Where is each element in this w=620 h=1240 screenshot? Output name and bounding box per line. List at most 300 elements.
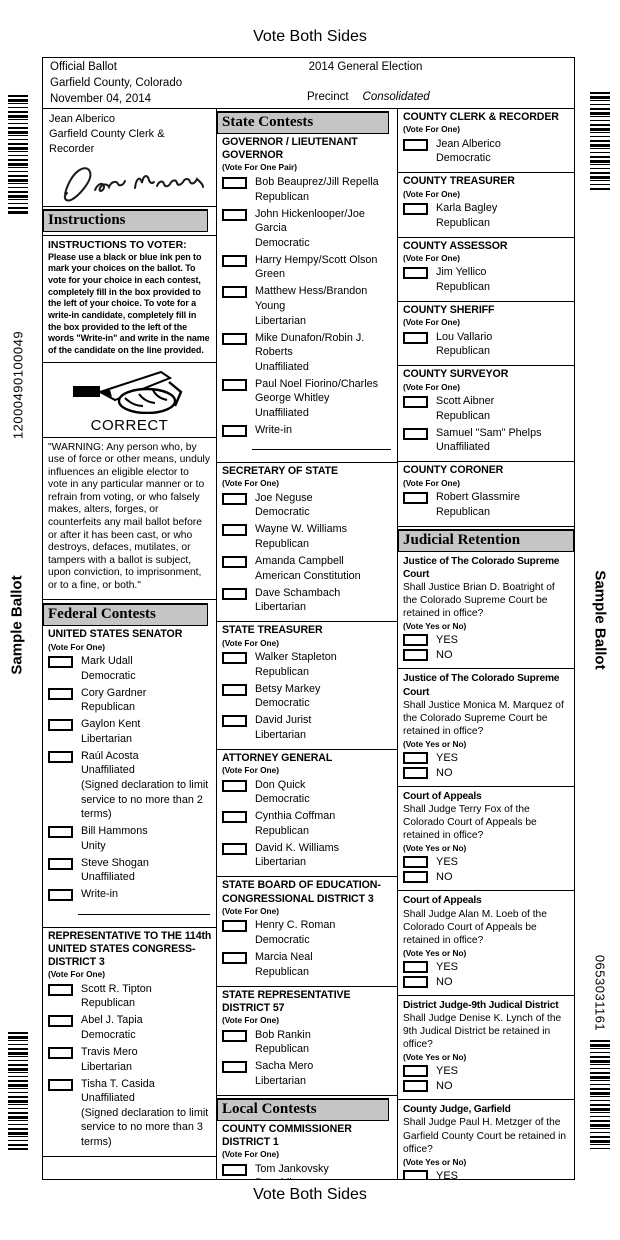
correct-label: CORRECT	[90, 416, 169, 434]
candidate-info	[81, 824, 148, 853]
ballot-checkbox[interactable]	[222, 1030, 247, 1042]
candidate-row	[222, 207, 393, 251]
contest-united-states-senator	[43, 626, 216, 927]
ballot-columns	[43, 109, 574, 1179]
precinct-value: Consolidated	[362, 91, 430, 103]
candidate-info	[255, 423, 292, 438]
candidate-info	[81, 654, 136, 683]
candidate-info	[81, 1077, 212, 1150]
candidate-info	[255, 522, 347, 551]
contest-county-sheriff	[398, 302, 574, 366]
option-label: YES	[436, 1065, 459, 1078]
vote-instruction: (Vote For One)	[222, 905, 280, 916]
candidate-party: Unaffiliated	[255, 360, 309, 373]
write-in-row	[48, 887, 212, 902]
ballot-checkbox[interactable]	[222, 811, 247, 823]
candidate-name: Travis Mero	[81, 1045, 138, 1058]
retention-judge-alan-m-loeb-of-the-colorado	[398, 891, 574, 995]
ballot-checkbox[interactable]	[403, 428, 428, 440]
candidate-row	[222, 841, 393, 870]
clerk-block	[43, 109, 216, 207]
candidate-name: Samuel "Sam" Phelps	[436, 426, 542, 439]
candidate-party: Unaffiliated	[81, 1092, 135, 1105]
candidate-party: Republican	[436, 216, 491, 229]
ballot-title-line3: November 04, 2014	[50, 92, 152, 105]
candidate-name: Tom Jankovsky	[255, 1162, 329, 1175]
candidate-party: Unity	[81, 839, 106, 852]
option-label: NO	[436, 871, 453, 884]
contest-county-coroner	[398, 462, 574, 526]
candidate-note: (Signed declaration to limit service to no more than 2 terms)	[81, 779, 209, 821]
ballot-checkbox[interactable]	[403, 1065, 428, 1077]
candidate-info	[255, 207, 393, 251]
clerk-signature	[51, 158, 206, 206]
ballot-checkbox[interactable]	[222, 333, 247, 345]
option-label: NO	[436, 975, 453, 988]
barcode-left-top	[8, 95, 28, 215]
retention-option-row	[403, 871, 569, 883]
ballot-checkbox[interactable]	[403, 139, 428, 151]
candidate-info	[81, 686, 146, 715]
ballot-checkbox[interactable]	[403, 267, 428, 279]
candidate-party: Libertarian	[255, 728, 307, 741]
retention-option-row	[403, 1080, 569, 1092]
candidate-row	[48, 1013, 212, 1042]
candidate-party: Democratic	[436, 152, 491, 165]
candidate-info	[81, 749, 212, 822]
ballot-checkbox[interactable]	[403, 976, 428, 988]
vote-instruction: (Vote Yes or No)	[403, 1156, 467, 1167]
ballot-checkbox[interactable]	[222, 952, 247, 964]
ballot-checkbox[interactable]	[222, 920, 247, 932]
candidate-party: Libertarian	[255, 601, 307, 614]
vote-instruction: (Vote For One)	[403, 317, 461, 328]
candidate-row	[403, 426, 570, 455]
judicial-retention-header: Judicial Retention	[398, 529, 574, 552]
instructions-title: INSTRUCTIONS TO VOTER:	[48, 238, 187, 251]
candidate-party: Democratic	[255, 934, 310, 947]
ballot-header	[43, 58, 574, 109]
candidate-name: Marcia Neal	[255, 951, 313, 964]
write-in-label: Write-in	[81, 888, 118, 901]
candidate-info	[81, 856, 149, 885]
ballot-checkbox[interactable]	[222, 177, 247, 189]
candidate-party: Republican	[436, 409, 491, 422]
candidate-party: Republican	[436, 281, 491, 294]
candidate-party: Unaffiliated	[255, 406, 309, 419]
candidate-name: Walker Stapleton	[255, 651, 337, 663]
barcode-left-bottom	[8, 1032, 28, 1150]
candidate-name: Tisha T. Casida	[81, 1077, 155, 1090]
candidate-row	[403, 330, 570, 359]
ballot-checkbox[interactable]	[403, 767, 428, 779]
ballot-checkbox[interactable]	[222, 524, 247, 536]
candidate-name: Amanda Campbell	[255, 555, 344, 568]
judicial-retention-list	[398, 552, 574, 1179]
contest-title: SECRETARY OF STATE	[222, 465, 338, 478]
candidate-name: Jim Yellico	[436, 266, 487, 279]
contest-title: STATE BOARD OF EDUCATION-CONGRESSIONAL DISTRICT 3	[222, 879, 381, 905]
ballot-checkbox[interactable]	[403, 856, 428, 868]
candidate-info	[255, 841, 339, 870]
write-in-label: Write-in	[255, 423, 292, 436]
candidate-row	[48, 1077, 212, 1150]
retention-question: Shall Judge Denise K. Lynch of the 9th Judical District be retained in office?	[403, 1013, 562, 1051]
ballot-checkbox[interactable]	[403, 1170, 428, 1179]
candidate-party: Republican	[255, 190, 310, 203]
contest-governor-lieutenant-governor	[217, 134, 397, 463]
ballot-checkbox[interactable]	[222, 556, 247, 568]
contest-secretary-of-state	[217, 463, 397, 622]
contest-state-board-of-education-congressional-d	[217, 877, 397, 986]
ballot-checkbox[interactable]	[48, 889, 73, 901]
candidate-party: Libertarian	[255, 1074, 307, 1087]
ballot-checkbox[interactable]	[222, 425, 247, 437]
ballot-checkbox[interactable]	[403, 203, 428, 215]
ballot-stub-number-right: 0653031161	[592, 954, 608, 1032]
candidate-name: Cory Gardner	[81, 686, 147, 699]
candidate-name: Raúl Acosta	[81, 749, 139, 762]
ballot-checkbox[interactable]	[403, 396, 428, 408]
ballot-checkbox[interactable]	[403, 1080, 428, 1092]
candidate-row	[222, 1059, 393, 1088]
candidate-info	[436, 330, 492, 359]
instructions-section-header: Instructions	[43, 209, 208, 232]
candidate-info	[255, 1059, 313, 1088]
candidate-party: Unaffiliated	[81, 764, 135, 777]
candidate-name: Scott Aibner	[436, 395, 495, 408]
option-label: NO	[436, 1080, 453, 1093]
ballot-checkbox[interactable]	[48, 826, 73, 838]
contest-county-treasurer	[398, 173, 574, 237]
ballot-checkbox[interactable]	[222, 286, 247, 298]
write-in-row	[222, 423, 393, 438]
ballot-checkbox[interactable]	[48, 656, 73, 668]
candidate-party: Libertarian	[81, 1060, 133, 1073]
court-name: County Judge, Garfield	[403, 1104, 511, 1116]
contest-title: COUNTY COMMISSIONER DISTRICT 1	[222, 1122, 352, 1149]
candidate-row	[222, 586, 393, 615]
candidate-name: Gaylon Kent	[81, 718, 141, 731]
candidate-name: Bill Hammons	[81, 825, 148, 838]
candidate-row	[48, 856, 212, 885]
candidate-name: Joe Neguse	[255, 491, 313, 504]
ballot-checkbox[interactable]	[222, 588, 247, 600]
candidate-row	[222, 253, 393, 282]
candidate-row	[403, 137, 570, 166]
contest-title: REPRESENTATIVE TO THE 114th UNITED STATES CONGRESS-DISTRICT 3	[48, 929, 212, 968]
retention-option-row	[403, 1065, 569, 1077]
ballot-checkbox[interactable]	[48, 1079, 73, 1091]
court-name: District Judge-9th Judical District	[403, 999, 559, 1011]
candidate-row	[48, 717, 212, 746]
candidate-row	[48, 1045, 212, 1074]
local-contests-list	[217, 1121, 397, 1179]
federal-contests-header: Federal Contests	[43, 603, 208, 626]
retention-judge-denise-k-lynch-of-the-9th-j	[398, 996, 574, 1100]
candidate-name: Abel J. Tapia	[81, 1014, 143, 1027]
candidate-row	[222, 1028, 393, 1057]
candidate-info	[255, 554, 361, 583]
candidate-party: Democratic	[255, 793, 310, 806]
ballot-checkbox[interactable]	[222, 379, 247, 391]
candidate-info	[436, 394, 494, 423]
option-label: YES	[436, 1169, 459, 1179]
candidate-info	[255, 682, 320, 711]
barcode-right-top	[590, 92, 610, 192]
ballot-checkbox[interactable]	[403, 332, 428, 344]
candidate-name: Robert Glassmire	[436, 491, 520, 504]
clerk-title: Garfield County Clerk & Recorder	[49, 127, 165, 155]
candidate-row	[222, 554, 393, 583]
candidate-row	[222, 713, 393, 742]
candidate-row	[222, 1162, 393, 1179]
candidate-row	[222, 175, 393, 204]
candidate-party: Democratic	[81, 669, 136, 682]
candidate-name: Steve Shogan	[81, 856, 149, 869]
candidate-row	[48, 824, 212, 853]
option-label: YES	[436, 960, 459, 973]
column-state	[216, 109, 397, 1179]
retention-option-row	[403, 1170, 569, 1179]
candidate-name: Betsy Markey	[255, 682, 321, 695]
ballot-checkbox[interactable]	[222, 493, 247, 505]
ballot-body	[42, 57, 575, 1180]
candidate-info	[255, 1028, 311, 1057]
candidate-row	[403, 201, 570, 230]
ballot-checkbox[interactable]	[48, 719, 73, 731]
contest-state-treasurer	[217, 622, 397, 750]
candidate-info	[255, 175, 379, 204]
court-name: Court of Appeals	[403, 791, 482, 803]
candidate-row	[222, 331, 393, 375]
candidate-name: Matthew Hess/Brandon Young	[255, 285, 368, 312]
retention-question: Shall Justice Monica M. Marquez of the Colorado Supreme Court be retained in office?	[403, 699, 564, 738]
candidate-row	[222, 650, 393, 679]
option-label: NO	[436, 767, 453, 780]
contest-state-representative-district-57	[217, 987, 397, 1096]
ballot-checkbox[interactable]	[403, 871, 428, 883]
ballot-title-line1: Official Ballot	[50, 61, 117, 73]
vote-instruction: (Vote Yes or No)	[403, 739, 467, 750]
retention-justice-brian-d-boatright-of-the	[398, 552, 574, 670]
county-contests-list	[398, 109, 574, 527]
retention-option-row	[403, 976, 569, 988]
option-label: YES	[436, 634, 459, 647]
write-in-line[interactable]	[78, 905, 210, 915]
vote-instruction: (Vote For One)	[403, 381, 461, 392]
candidate-info	[81, 717, 140, 746]
contest-representative-to-the-114th-united-state	[43, 928, 216, 1157]
ballot-checkbox[interactable]	[48, 1047, 73, 1059]
candidate-info	[255, 284, 393, 328]
warning-text: "WARNING: Any person who, by use of force or other means, unduly influences an eligible elector to vote in any particular manner or to refrain from voting, or who falsely makes, alters, forges, or counterfeits any mail ballot before or after it has been cast, or who destroys, defaces, mutilates, or tampers with a ballot is subject, upon conviction, to imprisonment, or to a fine, or both."	[43, 438, 216, 601]
contest-title: UNITED STATES SENATOR	[48, 628, 183, 641]
ballot-checkbox[interactable]	[222, 684, 247, 696]
vote-instruction: (Vote Yes or No)	[403, 1052, 467, 1063]
candidate-note: (Signed declaration to limit service to no more than 3 terms)	[81, 1106, 209, 1148]
candidate-row	[403, 265, 570, 294]
ballot-checkbox[interactable]	[403, 649, 428, 661]
candidate-party: Republican	[436, 505, 491, 518]
candidate-party	[255, 1176, 329, 1179]
contest-county-surveyor	[398, 366, 574, 462]
candidate-info	[255, 778, 310, 807]
candidate-name: Bob Beauprez/Jill Repella	[255, 175, 379, 188]
contest-title: COUNTY SURVEYOR	[403, 368, 509, 381]
ballot-checkbox[interactable]	[403, 634, 428, 646]
candidate-row	[222, 284, 393, 328]
state-contests-header: State Contests	[217, 111, 389, 134]
precinct-label: Precinct	[307, 91, 349, 103]
candidate-row	[48, 686, 212, 715]
contest-title: GOVERNOR / LIEUTENANT GOVERNOR	[222, 136, 358, 162]
ballot-checkbox[interactable]	[222, 843, 247, 855]
candidate-row	[403, 490, 570, 519]
ballot-checkbox[interactable]	[403, 492, 428, 504]
candidate-info	[255, 377, 393, 421]
candidate-name: Lou Vallario	[436, 330, 493, 343]
column-federal	[43, 109, 216, 1179]
candidate-info	[255, 253, 377, 282]
retention-option-row	[403, 767, 569, 779]
vote-instruction: (Vote For One)	[403, 124, 461, 135]
election-title: 2014 General Election	[308, 61, 423, 73]
candidate-info	[255, 950, 313, 979]
ballot-checkbox[interactable]	[222, 780, 247, 792]
ballot-checkbox[interactable]	[222, 1061, 247, 1073]
vote-instruction: (Vote For One)	[403, 252, 461, 263]
hand-with-pen-illustration	[69, 368, 191, 414]
candidate-row	[222, 682, 393, 711]
retention-question: Shall Justice Brian D. Boatright of the Colorado Supreme Court be retained in office?	[403, 582, 555, 620]
candidate-party: Democratic	[255, 697, 310, 710]
candidate-name: Wayne W. Williams	[255, 523, 347, 536]
retention-option-row	[403, 649, 569, 661]
candidate-info	[81, 1013, 143, 1042]
candidate-party: Libertarian	[81, 732, 133, 745]
candidate-party: Democratic	[255, 236, 310, 249]
candidate-info	[255, 809, 335, 838]
contest-county-commissioner-district-1	[217, 1121, 397, 1179]
candidate-info	[436, 426, 542, 455]
candidate-name: Sacha Mero	[255, 1060, 314, 1073]
contest-title: COUNTY SHERIFF	[403, 304, 495, 317]
sample-ballot-watermark-right: Sample Ballot	[591, 570, 609, 670]
ballot-checkbox[interactable]	[48, 858, 73, 870]
ballot-checkbox[interactable]	[222, 652, 247, 664]
option-label: YES	[436, 856, 459, 869]
vote-instruction: (Vote For One)	[48, 641, 106, 652]
ballot-checkbox[interactable]	[222, 255, 247, 267]
vote-instruction: (Vote For One)	[222, 1015, 280, 1026]
contest-attorney-general	[217, 750, 397, 878]
candidate-row	[222, 491, 393, 520]
retention-question: Shall Judge Alan M. Loeb of the Colorado Court of Appeals be retained in office?	[403, 908, 547, 946]
option-label: YES	[436, 752, 459, 765]
candidate-party: Republican	[81, 701, 136, 714]
vote-instruction: (Vote For One)	[222, 478, 280, 489]
court-name: Court of Appeals	[403, 895, 482, 907]
candidate-name: Paul Noel Fiorino/Charles George Whitley	[255, 377, 379, 405]
vote-instruction: (Vote For One Pair)	[222, 162, 297, 173]
candidate-name: Henry C. Roman	[255, 919, 336, 932]
write-in-line[interactable]	[252, 440, 391, 450]
vote-instruction: (Vote For One)	[222, 637, 280, 648]
candidate-party: Republican	[255, 824, 310, 837]
ballot-checkbox[interactable]	[403, 752, 428, 764]
candidate-info	[436, 265, 490, 294]
ballot-checkbox[interactable]	[48, 984, 73, 996]
candidate-name: Mike Dunafon/Robin J. Roberts	[255, 331, 365, 359]
candidate-info	[436, 490, 520, 519]
retention-option-row	[403, 752, 569, 764]
vote-instruction: (Vote For One)	[48, 969, 106, 980]
candidate-party: Green	[255, 268, 286, 281]
ballot-checkbox[interactable]	[222, 209, 247, 221]
retention-judge-terry-fox-of-the-colorado-co	[398, 787, 574, 891]
candidate-party: Libertarian	[255, 314, 307, 327]
ballot-checkbox[interactable]	[222, 715, 247, 727]
candidate-name: Cynthia Coffman	[255, 810, 336, 823]
candidate-info	[436, 137, 501, 166]
candidate-name: John Hickenlooper/Joe Garcia	[255, 207, 365, 235]
candidate-info	[81, 1045, 138, 1074]
candidate-info	[436, 201, 497, 230]
candidate-name: David Jurist	[255, 714, 312, 727]
candidate-row	[48, 749, 212, 822]
contest-title: COUNTY ASSESSOR	[403, 239, 508, 252]
state-contests-list	[217, 134, 397, 1096]
instructions-text	[43, 236, 216, 363]
instructions-box	[43, 235, 216, 438]
ballot-checkbox[interactable]	[222, 1164, 247, 1176]
contest-title: COUNTY CLERK & RECORDER	[403, 111, 559, 123]
contest-title: ATTORNEY GENERAL	[222, 751, 333, 764]
candidate-party: Republican	[255, 1043, 310, 1056]
instructions-body: Please use a black or blue ink pen to mark your choices on the ballot. To vote for your choice in each contest, completely fill in the box provided to the left of your choice. To vote for a write-in candidate, completely fill in the box provided to the left of the words "Write-in" and write in the name of the candidate on the line provided.	[48, 251, 210, 356]
ballot-checkbox[interactable]	[48, 688, 73, 700]
candidate-party: Unaffiliated	[81, 871, 135, 884]
ballot-checkbox[interactable]	[48, 1015, 73, 1027]
barcode-right-bottom	[590, 1040, 610, 1152]
retention-justice-monica-m-marquez-of-the-c	[398, 669, 574, 787]
contest-county-clerk-recorder	[398, 109, 574, 173]
ballot-checkbox[interactable]	[48, 751, 73, 763]
candidate-row	[222, 778, 393, 807]
correct-mark-example	[43, 363, 216, 437]
candidate-info	[81, 887, 118, 902]
retention-option-row	[403, 634, 569, 646]
candidate-name: Mark Udall	[81, 655, 133, 668]
candidate-info	[255, 1162, 329, 1179]
candidate-party: Republican	[436, 345, 491, 358]
retention-option-row	[403, 856, 569, 868]
retention-question: Shall Judge Paul H. Metzger of the Garfield County Court be retained in office?	[403, 1117, 567, 1155]
ballot-checkbox[interactable]	[403, 961, 428, 973]
candidate-info	[255, 586, 340, 615]
candidate-row	[48, 982, 212, 1011]
candidate-row	[222, 809, 393, 838]
candidate-info	[255, 331, 393, 375]
contest-title: COUNTY TREASURER	[403, 175, 515, 188]
candidate-row	[222, 950, 393, 979]
candidate-party: American Constitution	[255, 569, 361, 582]
court-name: Justice of The Colorado Supreme Court	[403, 673, 560, 698]
candidate-info	[255, 713, 311, 742]
candidate-name: Bob Rankin	[255, 1028, 311, 1041]
candidate-row	[222, 918, 393, 947]
